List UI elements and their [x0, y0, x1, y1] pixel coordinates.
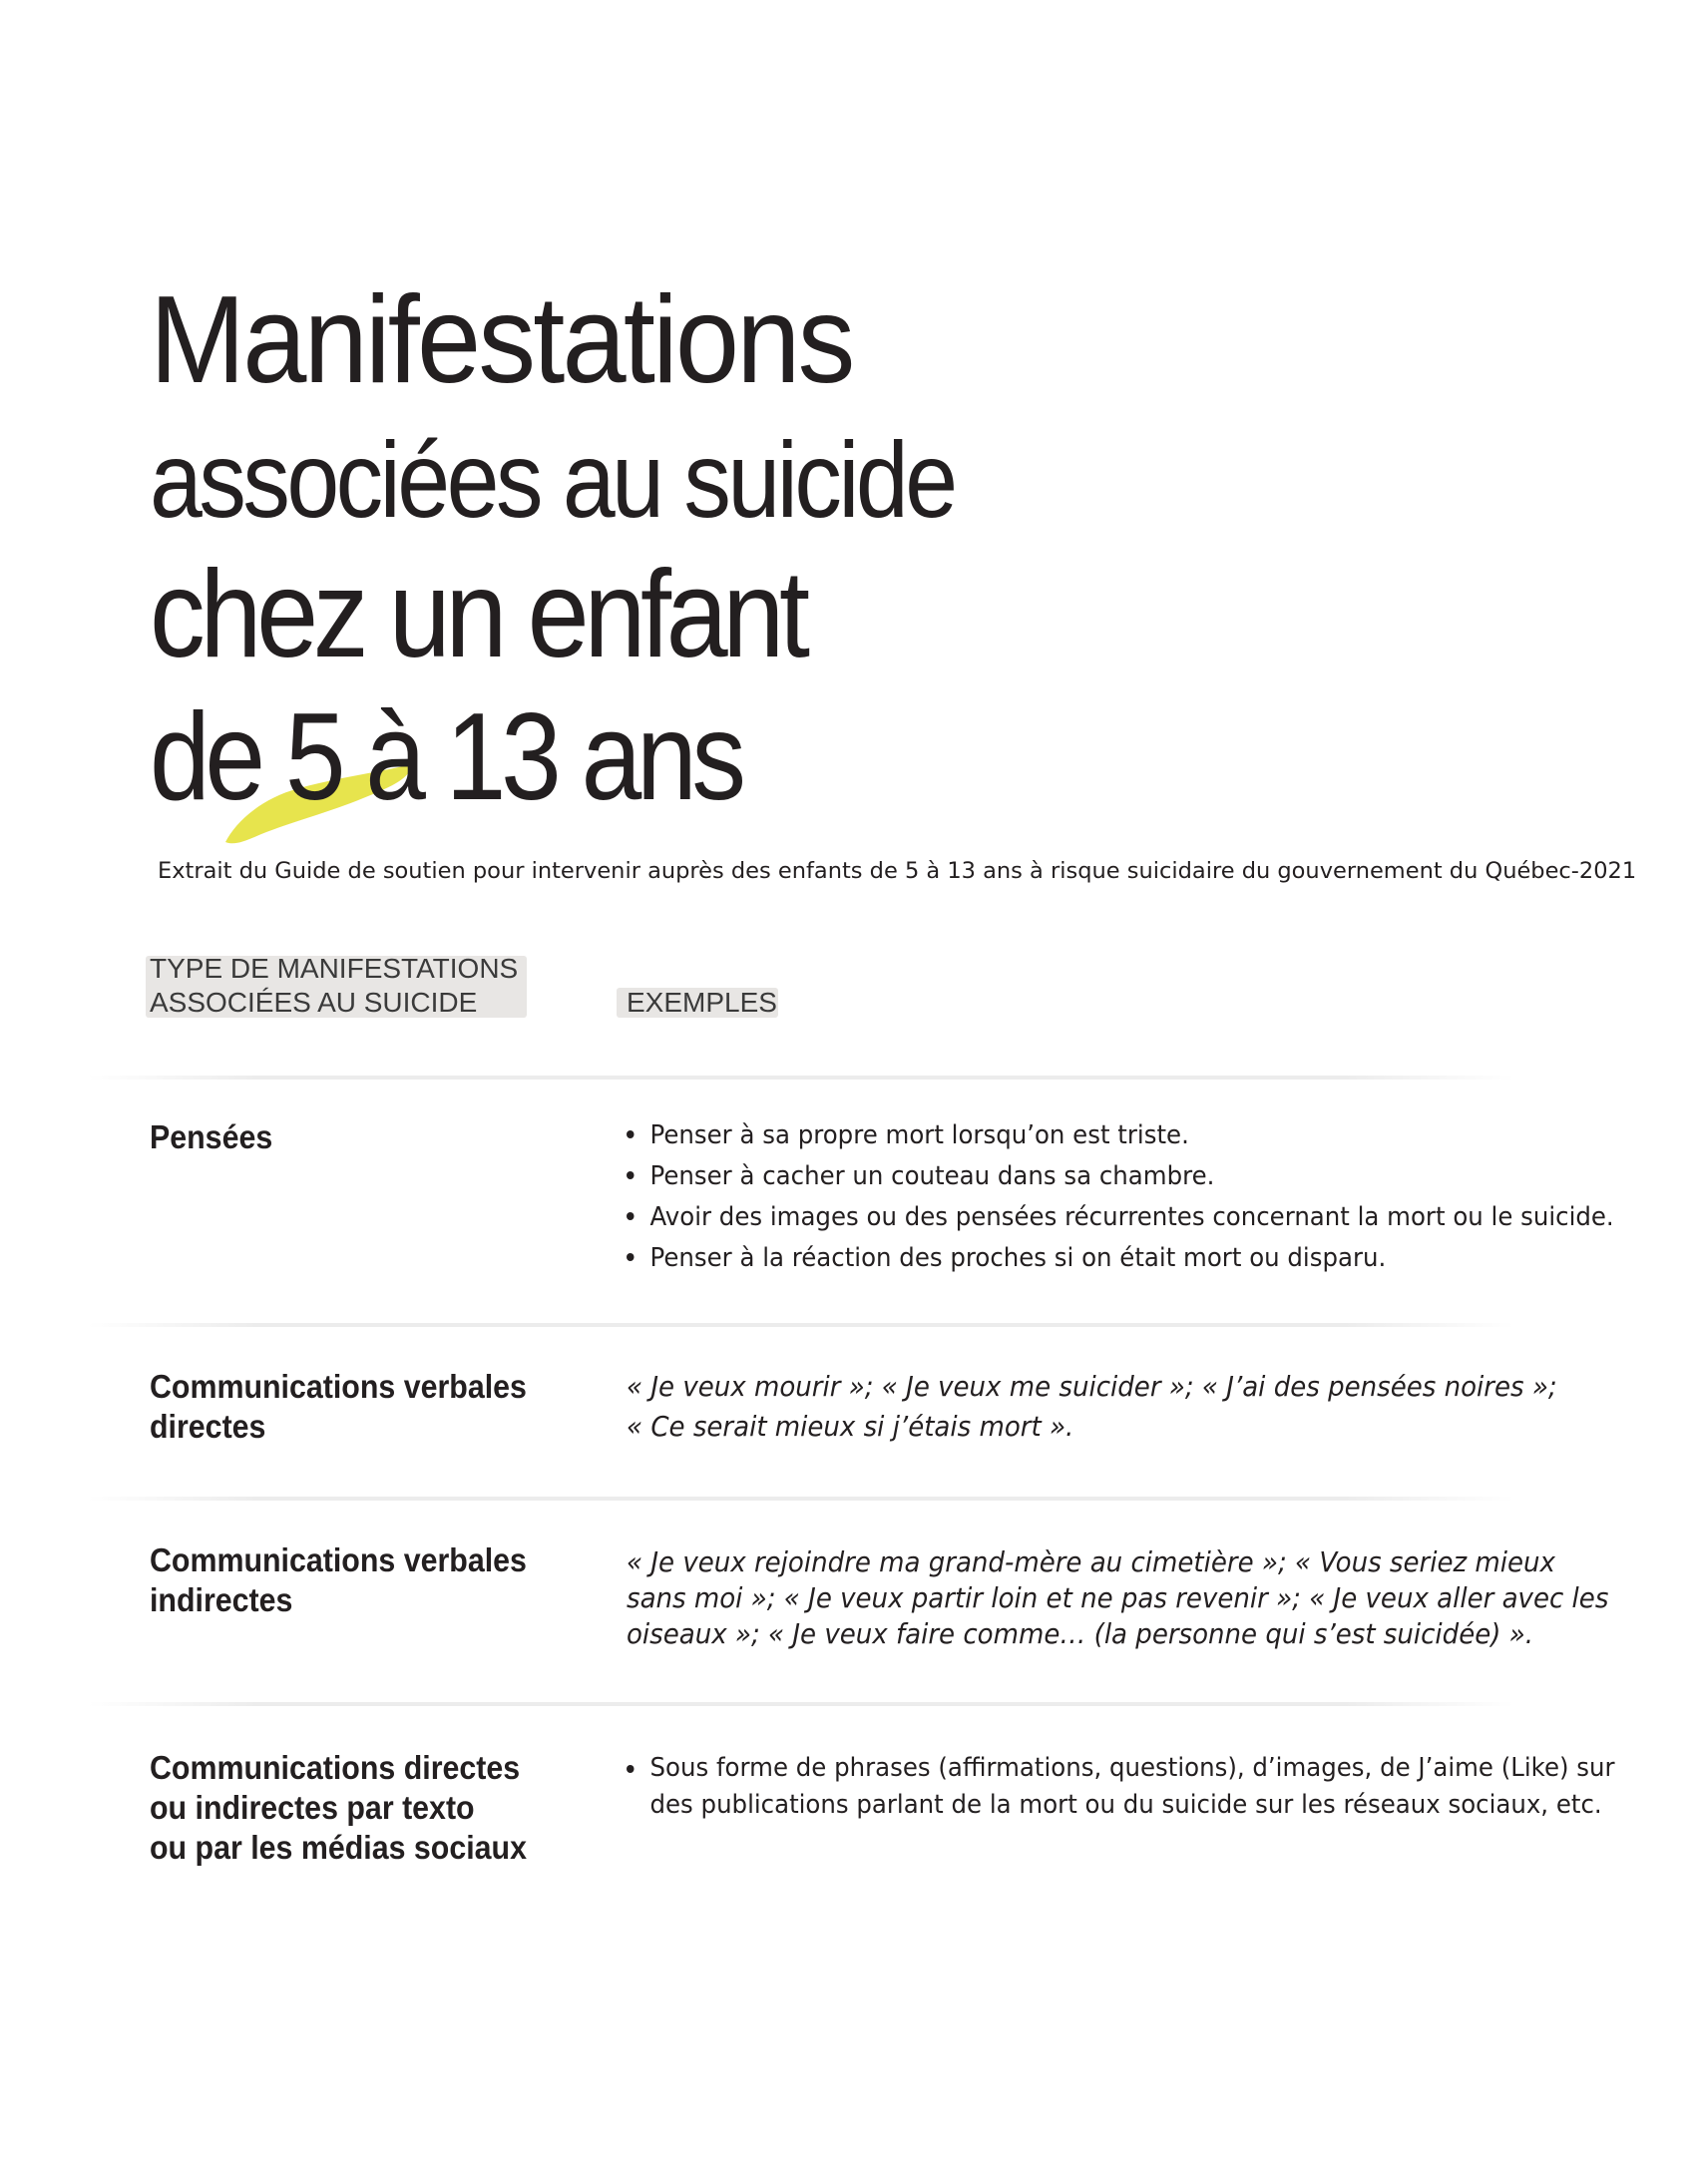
row-label-line: indirectes — [150, 1581, 293, 1618]
list-item-line: Sous forme de phrases (affirmations, questions), d’images, de J’aime (Like) sur — [649, 1753, 1615, 1783]
quote-line: « Je veux rejoindre ma grand-mère au cimetière »; « Vous seriez mieux — [627, 1545, 1555, 1578]
title-line-1: Manifestations — [150, 271, 853, 409]
source-caption: Extrait du Guide de soutien pour intervenir auprès des enfants de 5 à 13 ans à risque suicidaire du gouvernement du Québec-2021 — [158, 858, 1637, 884]
row-divider — [88, 1076, 1514, 1080]
row-label-line: ou par les médias sociaux — [150, 1829, 527, 1866]
row-label-texto-social — [150, 1748, 527, 1868]
list-item: Penser à la réaction des proches si on était mort ou disparu. — [627, 1238, 1614, 1279]
pensees-examples-list — [627, 1115, 1614, 1279]
title-line-3: chez un enfant — [150, 546, 805, 683]
row-label-line: Communications verbales — [150, 1368, 527, 1405]
row-label-line: Communications directes — [150, 1749, 521, 1786]
row-divider — [88, 1702, 1514, 1706]
list-item — [627, 1750, 1615, 1824]
quote-line: sans moi »; « Je veux partir loin et ne pas revenir »; « Je veux aller avec les — [627, 1581, 1609, 1614]
title-line-2: associées au suicide — [150, 419, 955, 540]
row-label-line: ou indirectes par texto — [150, 1789, 475, 1826]
row-label-verbal-direct — [150, 1367, 527, 1447]
quote-line: « Ce serait mieux si j’étais mort ». — [627, 1410, 1074, 1443]
list-item: Penser à sa propre mort lorsqu’on est triste. — [627, 1115, 1614, 1156]
verbal-direct-examples — [627, 1367, 1557, 1447]
list-item-line: des publications parlant de la mort ou du suicide sur les réseaux sociaux, etc. — [649, 1790, 1602, 1820]
quote-line: oiseaux »; « Je veux faire comme… (la personne qui s’est suicidée) ». — [627, 1617, 1534, 1650]
row-label-line: directes — [150, 1408, 266, 1445]
list-item: Avoir des images ou des pensées récurrentes concernant la mort ou le suicide. — [627, 1197, 1614, 1238]
row-divider — [88, 1497, 1514, 1501]
row-divider — [88, 1323, 1514, 1327]
title-line-4: de 5 à 13 ans — [150, 688, 741, 826]
texto-social-examples-list — [627, 1750, 1615, 1824]
type-column-header — [150, 952, 518, 1020]
type-header-line-2: ASSOCIÉES AU SUICIDE — [150, 987, 478, 1018]
examples-column-header: EXEMPLES — [627, 987, 777, 1018]
type-header-line-1: TYPE DE MANIFESTATIONS — [150, 953, 519, 984]
verbal-indirect-examples — [627, 1544, 1608, 1652]
row-label-pensees: Pensées — [150, 1118, 273, 1155]
list-item: Penser à cacher un couteau dans sa chambre. — [627, 1156, 1614, 1197]
row-label-verbal-indirect — [150, 1540, 527, 1620]
row-label-line: Communications verbales — [150, 1541, 527, 1578]
quote-line: « Je veux mourir »; « Je veux me suicider »; « J’ai des pensées noires »; — [627, 1370, 1557, 1403]
